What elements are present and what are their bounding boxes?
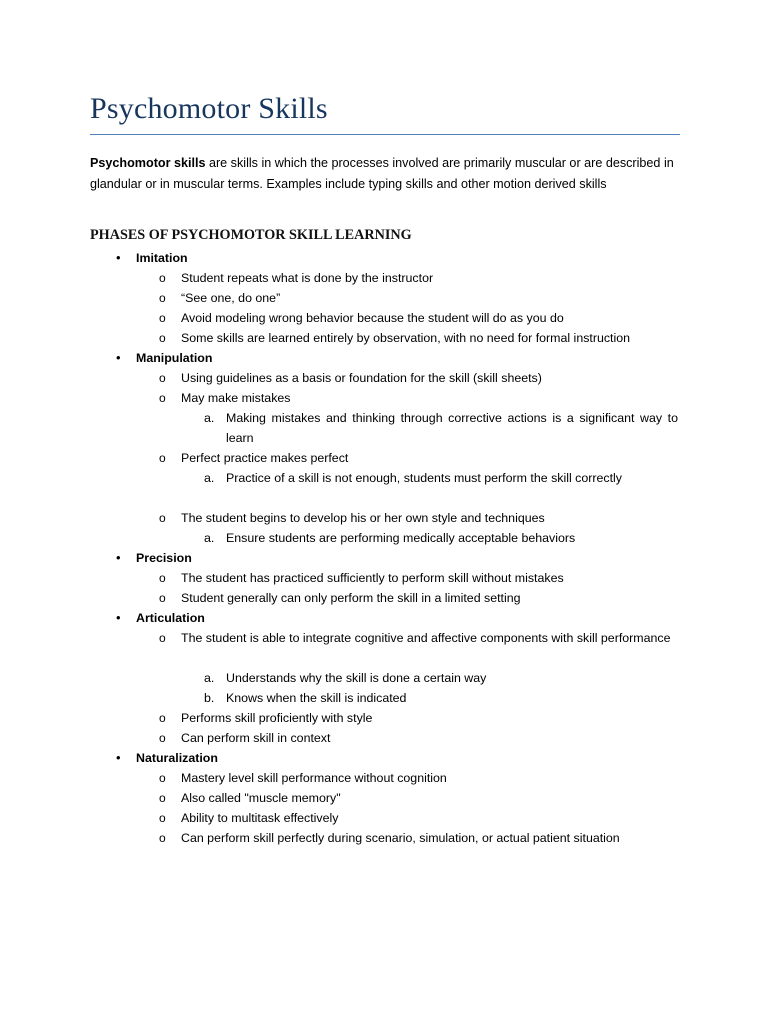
phase-detail-text: The student is able to integrate cognitive and affective components with skill performance (181, 631, 671, 645)
phase-detail-item (0, 588, 768, 608)
phase-item (0, 248, 768, 268)
phase-detail-item (0, 808, 768, 828)
phase-name: Naturalization (136, 751, 218, 765)
sub-detail-text: Making mistakes and thinking through corrective actions is a significant way to learn (226, 411, 678, 445)
phase-detail-text: Also called "muscle memory" (181, 791, 341, 805)
phase-detail-text: The student has practiced sufficiently to perform skill without mistakes (181, 571, 564, 585)
sub-bullet-marker: o (159, 291, 166, 305)
sub-bullet-marker: o (159, 811, 166, 825)
phase-detail-text: May make mistakes (181, 391, 291, 405)
phase-item (0, 748, 768, 768)
intro-paragraph (90, 153, 680, 195)
sub-bullet-marker: o (159, 771, 166, 785)
sub-bullet-marker: o (159, 391, 166, 405)
phase-detail-item (0, 828, 768, 848)
bullet-marker: • (116, 610, 121, 625)
phase-detail-item (0, 368, 768, 388)
intro-term: Psychomotor skills (90, 156, 206, 170)
phase-detail-item (0, 788, 768, 808)
phase-item (0, 348, 768, 368)
phase-detail-item (0, 728, 768, 748)
sub-detail-text: Understands why the skill is done a certain way (226, 671, 487, 685)
sub-detail-item (0, 528, 768, 548)
sub-detail-text: Practice of a skill is not enough, students must perform the skill correctly (226, 471, 622, 485)
phase-detail-item (0, 628, 768, 668)
intro-text: are skills in which the processes involved are primarily muscular or are described in glandular or in muscular terms. Examples include typing skills and other motion derived skills (90, 156, 674, 191)
phase-detail-text: Avoid modeling wrong behavior because the student will do as you do (181, 311, 564, 325)
phase-detail-item (0, 288, 768, 308)
phase-detail-text: Ability to multitask effectively (181, 811, 339, 825)
bullet-marker: • (116, 550, 121, 565)
phase-name: Precision (136, 551, 192, 565)
phase-detail-text: Student repeats what is done by the instructor (181, 271, 434, 285)
sub-bullet-marker: o (159, 831, 166, 845)
phase-detail-item (0, 328, 768, 348)
sub-bullet-marker: o (159, 711, 166, 725)
phase-item (0, 608, 768, 628)
sub-detail-text: Knows when the skill is indicated (226, 691, 407, 705)
phase-detail-text: Perfect practice makes perfect (181, 451, 349, 465)
phase-detail-item (0, 308, 768, 328)
phases-outline (0, 248, 768, 848)
letter-marker: a. (204, 411, 215, 425)
letter-marker: b. (204, 691, 215, 705)
phase-detail-text: Can perform skill in context (181, 731, 331, 745)
phase-detail-item (0, 568, 768, 588)
phase-detail-text: Can perform skill perfectly during scenario, simulation, or actual patient situation (181, 831, 620, 845)
phase-detail-item (0, 268, 768, 288)
sub-bullet-marker: o (159, 731, 166, 745)
sub-bullet-marker: o (159, 591, 166, 605)
phase-detail-item (0, 508, 768, 528)
phase-name: Imitation (136, 251, 188, 265)
page-title: Psychomotor Skills (90, 92, 328, 125)
phase-detail-item (0, 768, 768, 788)
phase-item (0, 548, 768, 568)
phase-detail-text: Mastery level skill performance without cognition (181, 771, 447, 785)
sub-bullet-marker: o (159, 371, 166, 385)
phase-detail-text: Using guidelines as a basis or foundation for the skill (skill sheets) (181, 371, 542, 385)
letter-marker: a. (204, 531, 215, 545)
title-underline (90, 134, 680, 135)
sub-detail-item (0, 688, 768, 708)
phase-detail-text: The student begins to develop his or her own style and techniques (181, 511, 545, 525)
phase-detail-text: Student generally can only perform the skill in a limited setting (181, 591, 521, 605)
sub-bullet-marker: o (159, 331, 166, 345)
letter-marker: a. (204, 671, 215, 685)
sub-detail-item (0, 668, 768, 688)
phase-detail-text: “See one, do one” (181, 291, 281, 305)
bullet-marker: • (116, 250, 121, 265)
phase-detail-text: Performs skill proficiently with style (181, 711, 373, 725)
phase-detail-item (0, 708, 768, 728)
sub-bullet-marker: o (159, 631, 166, 645)
sub-detail-item (0, 468, 768, 508)
bullet-marker: • (116, 350, 121, 365)
sub-bullet-marker: o (159, 791, 166, 805)
phase-name: Manipulation (136, 351, 213, 365)
sub-bullet-marker: o (159, 271, 166, 285)
bullet-marker: • (116, 750, 121, 765)
phase-detail-item (0, 388, 768, 408)
phase-name: Articulation (136, 611, 205, 625)
sub-bullet-marker: o (159, 451, 166, 465)
sub-detail-item (0, 408, 768, 448)
sub-detail-text: Ensure students are performing medically acceptable behaviors (226, 531, 576, 545)
phase-detail-text: Some skills are learned entirely by observation, with no need for formal instruction (181, 331, 631, 345)
phase-detail-item (0, 448, 768, 468)
sub-bullet-marker: o (159, 571, 166, 585)
section-heading: PHASES OF PSYCHOMOTOR SKILL LEARNING (90, 227, 412, 243)
letter-marker: a. (204, 471, 215, 485)
sub-bullet-marker: o (159, 311, 166, 325)
sub-bullet-marker: o (159, 511, 166, 525)
